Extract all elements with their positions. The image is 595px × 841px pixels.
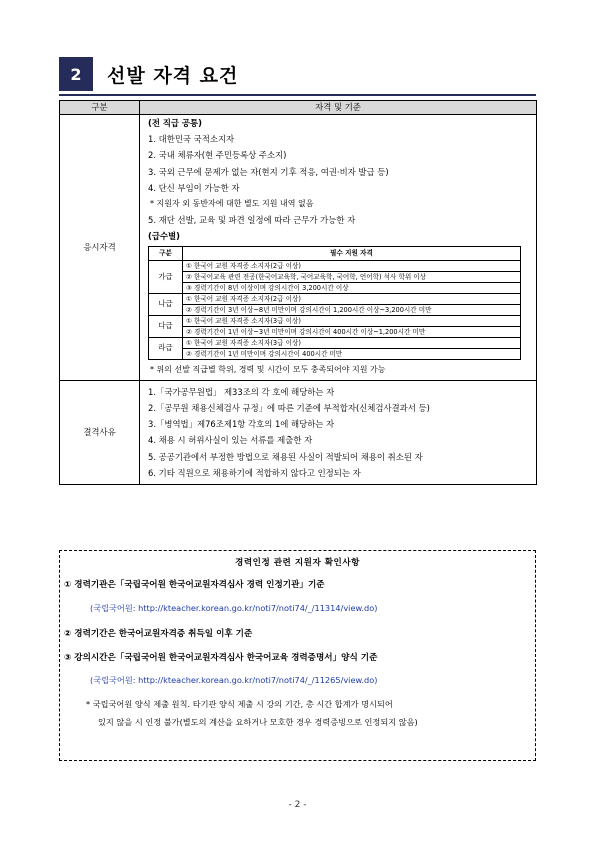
disqualification-category: 결격사유	[60, 380, 140, 484]
section-title: 선발 자격 요건	[107, 65, 239, 87]
box-item-career-institution: ① 경력기관은「국립국어원 한국어교원자격심사 경력 인정기관」기준	[64, 580, 325, 590]
common-item: 1. 대한민국 국적소지자	[148, 134, 235, 145]
grade-requirement: ② 경력기간이 1년 미만이며 강의시간이 400시간 미만	[183, 348, 521, 359]
applicant-row	[60, 115, 537, 381]
grade-requirement: ② 경력기간이 3년 이상~8년 미만이며 강의시간이 1,200시간 이상~3,200시간 미만	[183, 304, 521, 315]
grade-requirement: ① 한국어 교원 자격증 소지자(3급 이상)	[183, 315, 521, 326]
career-notice-box	[59, 550, 536, 761]
box-item-lecture-hours: ③ 강의시간은「국립국어원 한국어교원자격심사 한국어교육 경력증명서」양식 기준	[64, 653, 378, 663]
requirements-table	[59, 100, 537, 485]
disqualification-content	[140, 380, 537, 484]
grade-row	[149, 304, 521, 315]
disqualification-item: 2.「공무원 채용신체검사 규정」에 따른 기준에 부적합자(신체검사결과서 등)	[148, 403, 430, 414]
box-item-career-period: ② 경력기간은 한국어교원자격증 취득일 이후 기준	[64, 629, 253, 639]
grade-requirement: ③ 경력기간이 8년 이상이며 강의시간이 3,200시간 이상	[183, 282, 521, 293]
disqualification-item: 1.「국가공무원법」 제33조의 각 호에 해당하는 자	[148, 386, 335, 397]
grade-header-requirements: 필수 지원 자격	[183, 246, 521, 260]
header-category: 구분	[60, 101, 140, 115]
header-criteria: 자격 및 기준	[140, 101, 537, 115]
grade-table	[148, 246, 521, 360]
disqualification-item: 5. 공공기관에서 부정한 방법으로 채용된 사실이 적발되어 채용이 취소된 자	[148, 451, 423, 462]
box-note-line: 있지 않을 시 인정 불가(별도의 계산을 요하거나 모호한 경우 경력증빙으로 인정되지 않음)	[98, 717, 418, 727]
common-item: 2. 국내 체류자(현 주민등록상 주소지)	[148, 150, 287, 161]
box-link-institution[interactable]: (국립국어원: http://kteacher.korean.go.kr/noti7/noti74/_/11314/view.do)	[90, 603, 378, 613]
common-item: 5. 재단 선발, 교육 및 파견 일정에 따라 근무가 가능한 자	[148, 215, 356, 226]
grade-row	[149, 337, 521, 348]
box-note-line: * 국립국어원 양식 제출 원칙. 타기관 양식 제출 시 강의 기간, 총 시간 합계가 명시되어	[86, 699, 393, 709]
grade-note: * 위의 선발 직급별 학위, 경력 및 시간이 모두 충족되어야 지원 가능	[150, 364, 386, 374]
common-note: * 지원자 외 동반자에 대한 별도 지원 내역 없음	[150, 199, 314, 209]
page-number: - 2 -	[288, 800, 307, 810]
grade-cell: 가급	[149, 260, 183, 293]
grade-row	[149, 348, 521, 359]
box-link-certificate[interactable]: (국립국어원: http://kteacher.korean.go.kr/noti7/noti74/_/11265/view.do)	[90, 675, 378, 685]
grade-requirement: ① 한국어 교원 자격증 소지자(2급 이상)	[183, 293, 521, 304]
grade-row	[149, 326, 521, 337]
grade-row	[149, 315, 521, 326]
grade-label: (급수별)	[148, 231, 180, 242]
disqualification-item: 4. 채용 시 허위사실이 있는 서류를 제출한 자	[148, 435, 313, 446]
grade-row	[149, 260, 521, 271]
section-number: 2	[59, 57, 93, 91]
grade-row	[149, 293, 521, 304]
grade-requirement: ② 한국어교육 관련 전공(한국어교육학, 국어교육학, 국어학, 언어학) 석사 학위 이상	[183, 271, 521, 282]
common-item: 4. 단신 부임이 가능한 자	[148, 182, 240, 193]
section-header	[59, 57, 536, 91]
box-title: 경력인정 관련 지원자 확인사항	[235, 558, 360, 568]
disqualification-item: 3.「병역법」제76조제1항 각호의 1에 해당하는 자	[148, 419, 335, 430]
disqualification-row	[60, 380, 537, 484]
common-label: (전 직급 공통)	[148, 118, 202, 128]
common-item: 3. 국외 근무에 문제가 없는 자(현지 기후 적응, 여권·비자 발급 등)	[148, 166, 389, 177]
grade-cell: 나급	[149, 293, 183, 315]
disqualification-item: 6. 기타 직원으로 채용하기에 적합하지 않다고 인정되는 자	[148, 467, 361, 478]
grade-row	[149, 271, 521, 282]
grade-cell: 라급	[149, 337, 183, 359]
grade-row	[149, 282, 521, 293]
applicant-content	[140, 115, 537, 381]
grade-requirement: ① 한국어 교원 자격증 소지자(2급 이상)	[183, 260, 521, 271]
applicant-category: 응시자격	[60, 115, 140, 381]
grade-requirement: ① 한국어 교원 자격증 소지자(3급 이상)	[183, 337, 521, 348]
grade-requirement: ② 경력기간이 1년 이상~3년 미만이며 강의시간이 400시간 이상~1,200시간 미만	[183, 326, 521, 337]
grade-header-category: 구분	[149, 246, 183, 260]
section-divider	[59, 94, 536, 96]
grade-cell: 다급	[149, 315, 183, 337]
